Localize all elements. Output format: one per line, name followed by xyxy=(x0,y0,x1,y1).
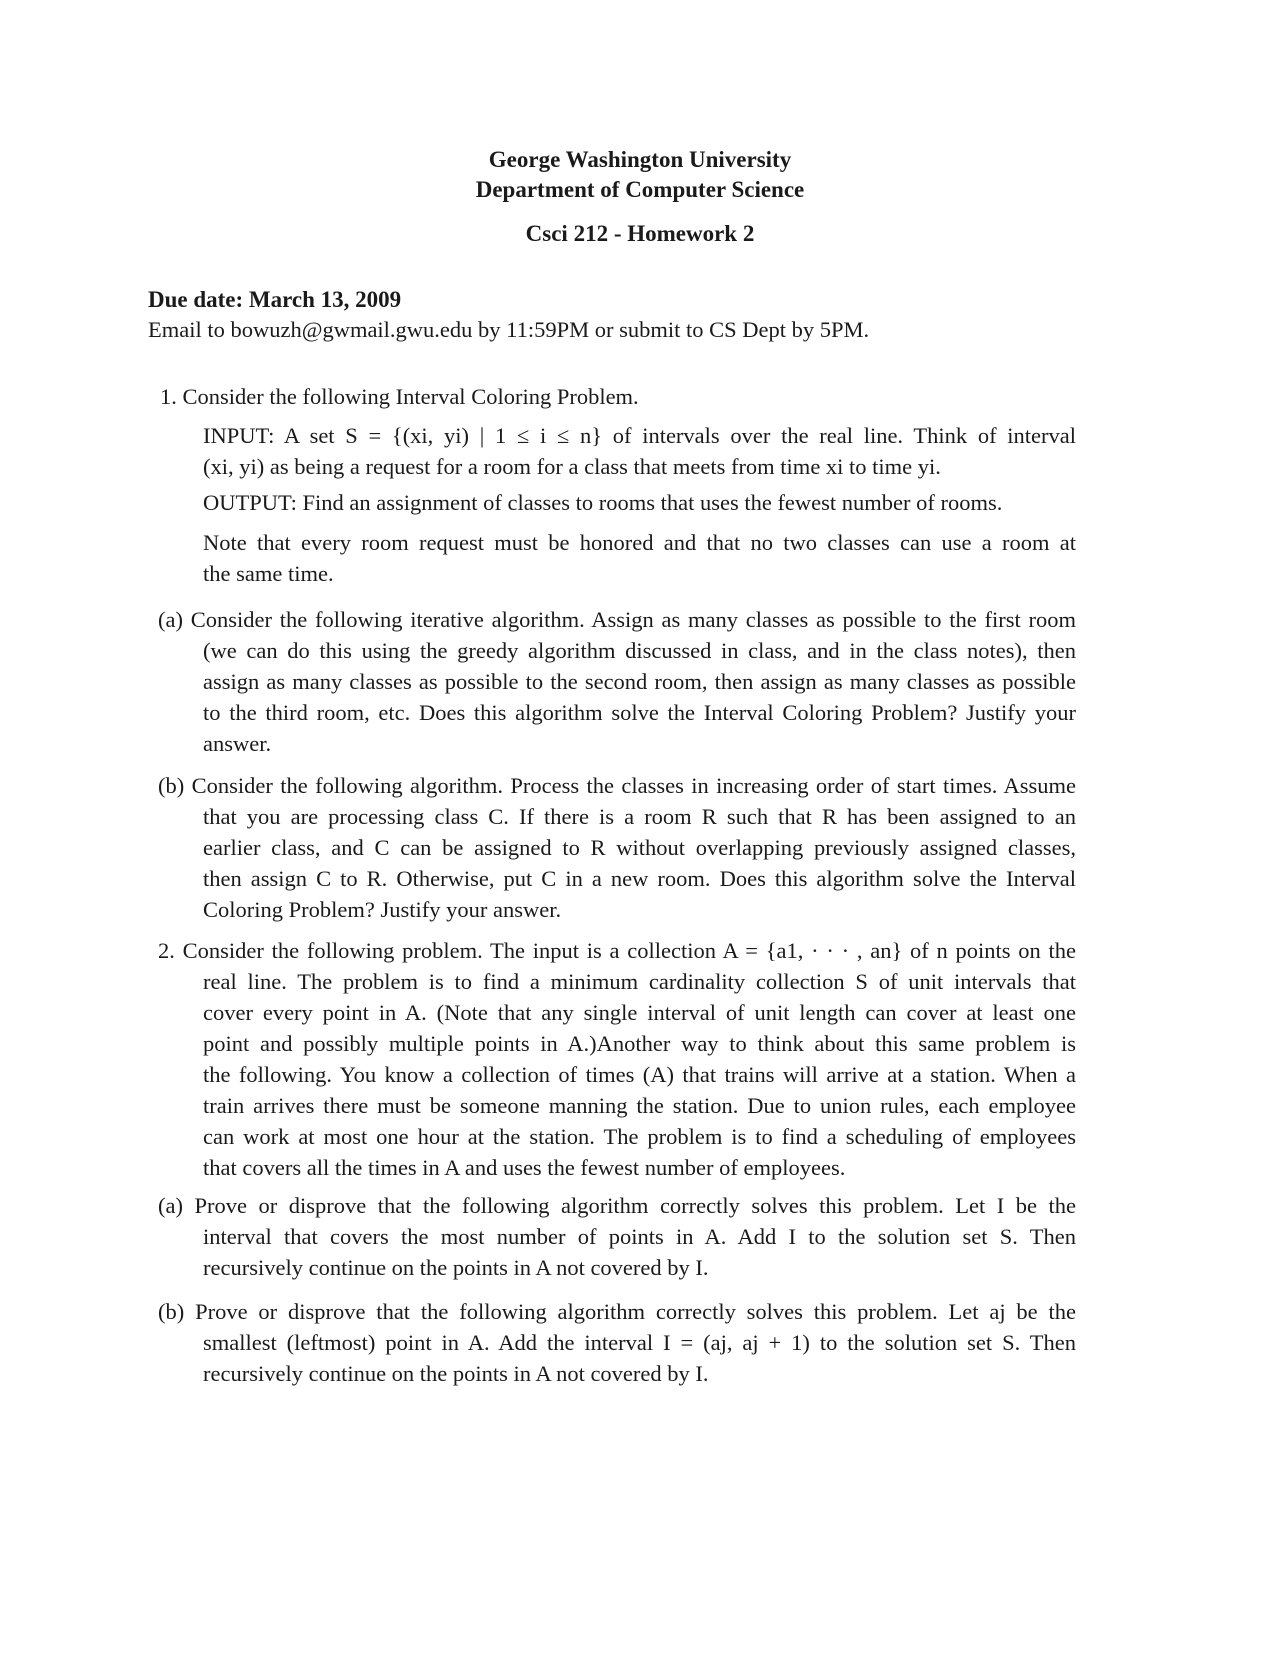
q2-b-line: (b) Prove or disprove that the following algorithm correctly solves this problem. Let aj be the xyxy=(158,1299,1076,1324)
q2-a-line: recursively continue on the points in A not covered by I. xyxy=(203,1255,709,1280)
q1-b-line: (b) Consider the following algorithm. Process the classes in increasing order of start times. Assume xyxy=(158,773,1076,798)
q1-a-line: assign as many classes as possible to the second room, then assign as many classes as possible xyxy=(203,669,1076,694)
q2-body-line: train arrives there must be someone manning the station. Due to union rules, each employee xyxy=(203,1093,1076,1118)
q1-b-line: earlier class, and C can be assigned to R without overlapping previously assigned classes, xyxy=(203,835,1076,860)
q1-part-b xyxy=(158,770,1076,925)
q1-a-line: (a) Consider the following iterative algorithm. Assign as many classes as possible to the first room xyxy=(158,607,1076,632)
q1-intro: 1. Consider the following Interval Coloring Problem. xyxy=(160,384,639,409)
q2-a-line: interval that covers the most number of points in A. Add I to the solution set S. Then xyxy=(203,1224,1076,1249)
q1-a-line: answer. xyxy=(203,731,272,756)
submission-instructions: Email to bowuzh@gwmail.gwu.edu by 11:59PM or submit to CS Dept by 5PM. xyxy=(148,317,870,342)
q2-body-line: the following. You know a collection of times (A) that trains will arrive at a station. When a xyxy=(203,1062,1076,1087)
q2-body-line: that covers all the times in A and uses the fewest number of employees. xyxy=(203,1155,846,1180)
q2-body-line: real line. The problem is to find a minimum cardinality collection S of unit intervals that xyxy=(203,969,1076,994)
q1-note-line: the same time. xyxy=(203,561,334,586)
q1-b-line: Coloring Problem? Justify your answer. xyxy=(203,897,562,922)
q1-a-line: to the third room, etc. Does this algorithm solve the Interval Coloring Problem? Justify your xyxy=(203,700,1076,725)
department-name: Department of Computer Science xyxy=(475,177,805,202)
q2-body xyxy=(158,935,1076,1183)
q2-body-line: 2. Consider the following problem. The input is a collection A = {a1, · · · , an} of n points on the xyxy=(158,938,1076,963)
university-name: George Washington University xyxy=(488,147,792,172)
q1-part-a xyxy=(158,604,1076,759)
q1-output: OUTPUT: Find an assignment of classes to rooms that uses the fewest number of rooms. xyxy=(203,490,1003,515)
q2-part-b xyxy=(158,1296,1076,1389)
q1-input-line: INPUT: A set S = {(xi, yi) | 1 ≤ i ≤ n} of intervals over the real line. Think of interval xyxy=(203,423,1076,448)
q2-body-line: cover every point in A. (Note that any single interval of unit length can cover at least one xyxy=(203,1000,1076,1025)
q2-part-a xyxy=(158,1190,1076,1283)
due-date: Due date: March 13, 2009 xyxy=(148,287,402,312)
q1-b-line: that you are processing class C. If there is a room R such that R has been assigned to an xyxy=(203,804,1076,829)
q1-input xyxy=(203,420,1076,482)
q2-a-line: (a) Prove or disprove that the following algorithm correctly solves this problem. Let I be the xyxy=(158,1193,1076,1218)
course-title: Csci 212 - Homework 2 xyxy=(525,221,755,246)
q2-b-line: recursively continue on the points in A not covered by I. xyxy=(203,1361,709,1386)
q1-b-line: then assign C to R. Otherwise, put C in a new room. Does this algorithm solve the Interval xyxy=(203,866,1076,891)
q1-input-line: (xi, yi) as being a request for a room for a class that meets from time xi to time yi. xyxy=(203,454,941,479)
q2-b-line: smallest (leftmost) point in A. Add the interval I = (aj, aj + 1) to the solution set S. Then xyxy=(203,1330,1076,1355)
q1-note xyxy=(203,527,1076,589)
q1-a-line: (we can do this using the greedy algorithm discussed in class, and in the class notes), then xyxy=(203,638,1076,663)
q2-body-line: can work at most one hour at the station. The problem is to find a scheduling of employees xyxy=(203,1124,1076,1149)
q2-body-line: point and possibly multiple points in A.)Another way to think about this same problem is xyxy=(203,1031,1076,1056)
q1-note-line: Note that every room request must be honored and that no two classes can use a room at xyxy=(203,530,1076,555)
